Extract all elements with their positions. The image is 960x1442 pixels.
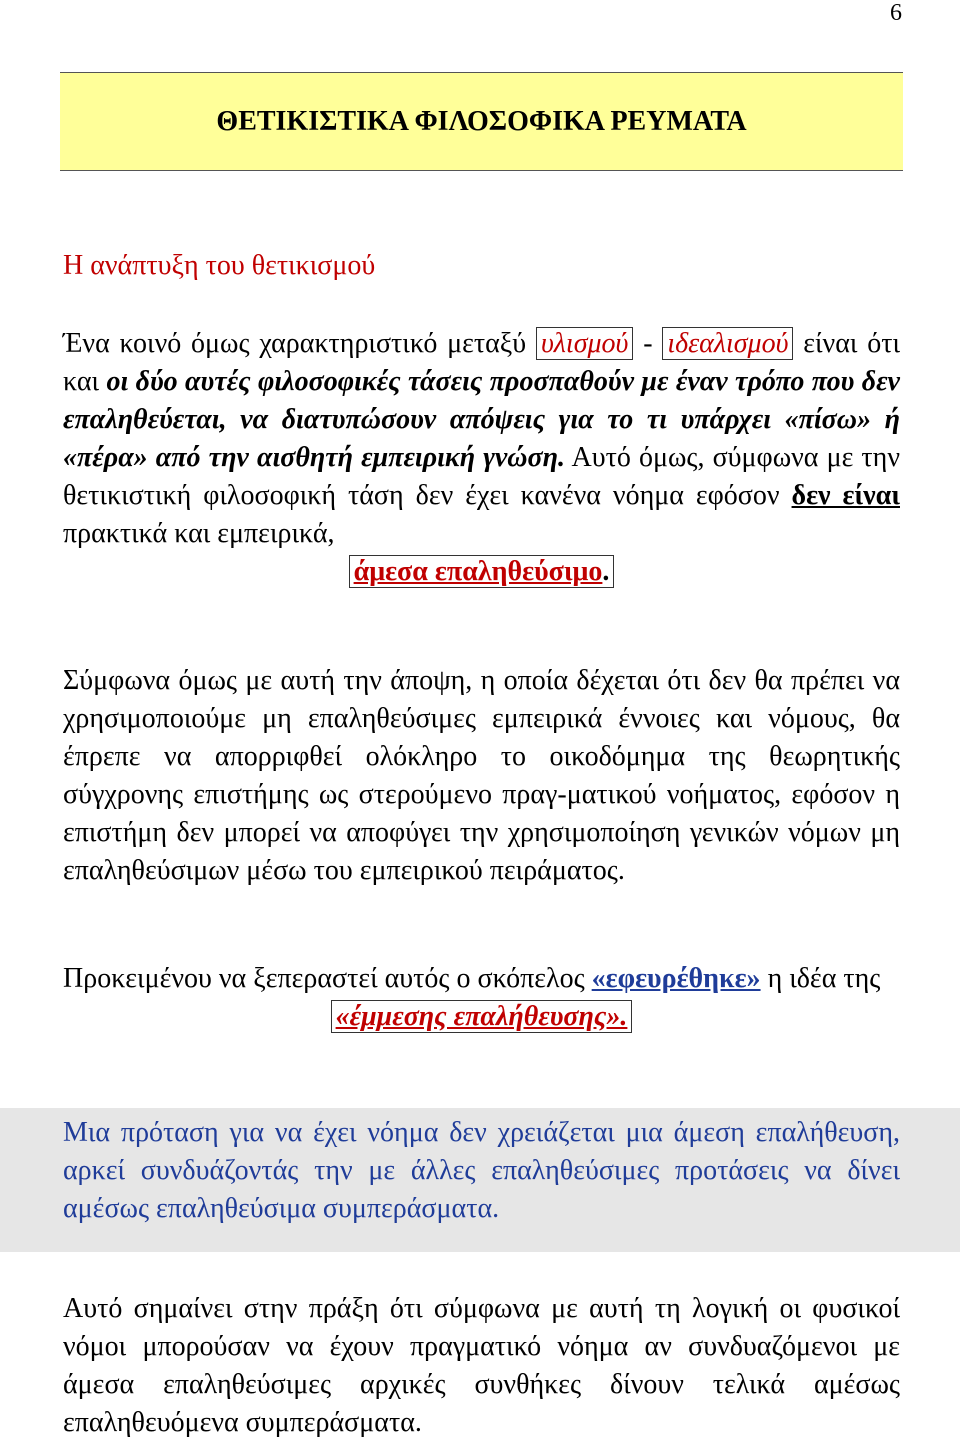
page-number: 6 <box>890 0 902 26</box>
p3-boxed-term: «έμμεσης επαλήθευσης». <box>331 1000 633 1033</box>
paragraph-1 <box>63 325 900 591</box>
p3-text-1: Προκειμένου να ξεπεραστεί αυτός ο σκόπελος <box>63 963 592 994</box>
p1-text-1: Ένα κοινό όμως χαρακτηριστικό μεταξύ <box>63 328 536 359</box>
p1-text-3: είναι ότι και <box>63 328 900 397</box>
p1-text-5: πρακτικά και εμπειρικά, <box>63 518 335 549</box>
paragraph-4: Μια πρόταση για να έχει νόημα δεν χρειάζεται μια άμεση επαλήθευση, αρκεί συνδυάζοντάς την με άλλες επαληθεύσιμες προτάσεις να δίνει αμέσως επαληθεύσιμα συμπεράσματα. <box>63 1117 900 1224</box>
p1-underlined: δεν είναι <box>791 480 900 511</box>
p3-link[interactable]: «εφευρέθηκε» <box>591 963 761 994</box>
p3-text-2: η ιδέα της <box>760 963 881 994</box>
p1-boxed-text: άμεσα επαληθεύσιμο <box>353 556 603 587</box>
p1-boxed-term-2: ιδεαλισμού <box>662 327 793 360</box>
header-banner <box>60 72 903 171</box>
p1-boxed-conclusion <box>349 555 615 588</box>
p1-text-2: - <box>633 328 663 359</box>
p1-boxed-term-1: υλισμού <box>536 327 633 360</box>
p1-center-line <box>63 553 900 591</box>
p1-text-4: Αυτό όμως, σύμφωνα με την θετικιστική φιλοσοφική τάση δεν έχει κανένα νόημα εφόσον <box>63 442 900 511</box>
paragraph-5: Αυτό σημαίνει στην πράξη ότι σύμφωνα με αυτή τη λογική οι φυσικοί νόμοι μπορούσαν να έχουν πραγματικό νόημα αν συνδυαζόμενοι με άμεσα επαληθεύσιμες αρχικές συνθήκες δίνουν τελικά αμέσως επαληθευόμενα συμπεράσματα. <box>63 1293 900 1438</box>
document-title: ΘΕΤΙΚΙΣΤΙΚΑ ΦΙΛΟΣΟΦΙΚΑ ΡΕΥΜΑΤΑ <box>216 105 747 137</box>
section-heading: Η ανάπτυξη του θετικισμού <box>63 250 376 281</box>
p3-center-line <box>63 998 900 1036</box>
p1-bold-italic: οι δύο αυτές φιλοσοφικές τάσεις προσπαθούν με έναν τρόπο που δεν επαληθεύεται, να διατυπώσουν απόψεις για το τι υπάρχει «πίσω» ή «πέρα» από την αισθητή εμπειρική γνώση. <box>63 366 900 473</box>
p1-boxed-tail: . <box>602 556 610 587</box>
paragraph-2: Σύμφωνα όμως με αυτή την άποψη, η οποία δέχεται ότι δεν θα πρέπει να χρησιμοποιούμε μη επαληθεύσιμες εμπειρικά έννοιες και νόμους, θα έπρεπε να απορριφθεί ολόκληρο το οικοδόμημα της θεωρητικής σύγχρονης επιστήμης ως στερούμενο πραγ-ματικού νοήματος, εφόσον η επιστήμη δεν μπορεί να αποφύγει την χρησιμοποίηση γενικών νόμων μη επαληθεύσιμων μέσω του εμπειρικού πειράματος. <box>63 665 900 886</box>
paragraph-3 <box>63 960 900 1036</box>
